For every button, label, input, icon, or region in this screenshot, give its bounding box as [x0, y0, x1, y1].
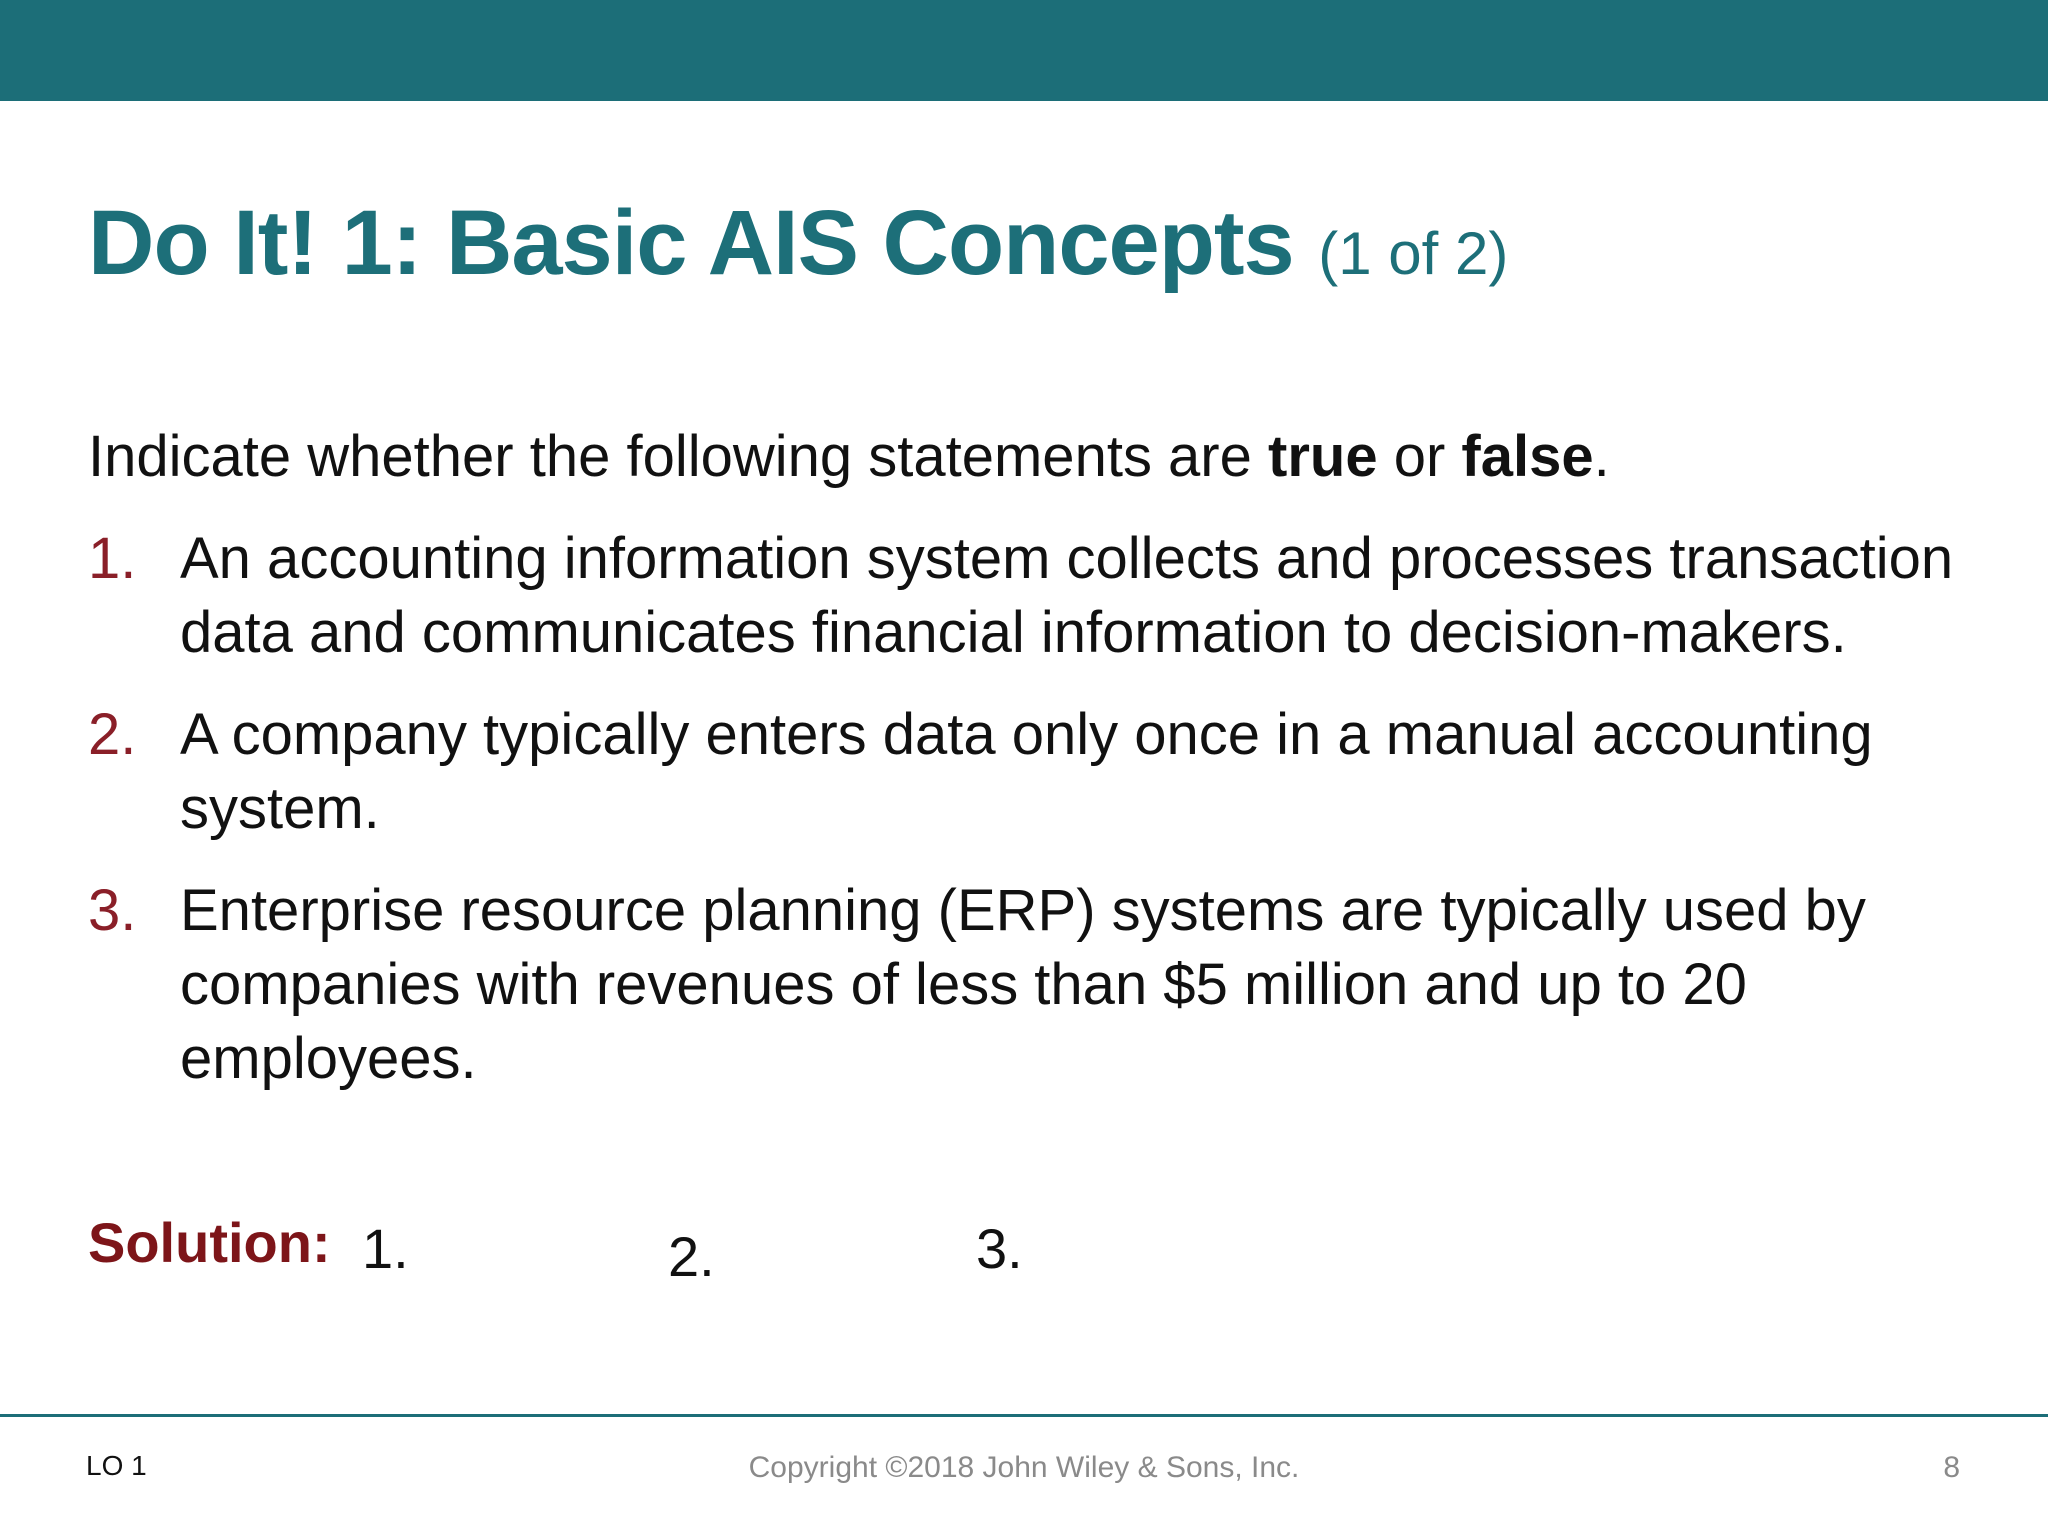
statement-text: A company typically enters data only once in a manual accounting system. [180, 702, 1873, 841]
slide-title [88, 188, 1508, 309]
statement-text: An accounting information system collects and processes transaction data and communicates financial information to decision-makers. [180, 526, 1954, 665]
statement-list [88, 522, 1988, 1096]
instructions-false: false [1461, 424, 1594, 489]
solution-label: Solution: [88, 1211, 331, 1274]
learning-objective-label: LO 1 [86, 1450, 147, 1481]
header-band [0, 0, 2048, 101]
copyright-notice: Copyright ©2018 John Wiley & Sons, Inc. [748, 1451, 1300, 1484]
statement-number: 1. [88, 526, 137, 591]
slide-part-indicator: (1 of 2) [1318, 220, 1509, 287]
statement-item-2 [88, 698, 1988, 846]
statement-item-1 [88, 522, 1988, 670]
slide-title-text: Do It! 1: Basic AIS Concepts [88, 192, 1294, 294]
instructions-period: . [1593, 424, 1610, 489]
instructions [88, 420, 1610, 494]
statement-text: Enterprise resource planning (ERP) systems are typically used by companies with revenues of less than $5 million and up to 20 employees. [180, 878, 1866, 1091]
solution-answer-2: 2. [668, 1225, 715, 1288]
instructions-true: true [1268, 424, 1378, 489]
page-number: 8 [1943, 1451, 1960, 1484]
instructions-or: or [1377, 424, 1462, 489]
footer-divider [0, 1414, 2048, 1417]
statement-number: 2. [88, 702, 137, 767]
statement-number: 3. [88, 878, 137, 943]
solution-row [88, 1206, 1288, 1286]
statement-item-3 [88, 874, 1988, 1096]
instructions-text: Indicate whether the following statements are [88, 424, 1268, 489]
solution-answer-1: 1. [362, 1217, 409, 1280]
solution-answer-3: 3. [976, 1217, 1023, 1280]
